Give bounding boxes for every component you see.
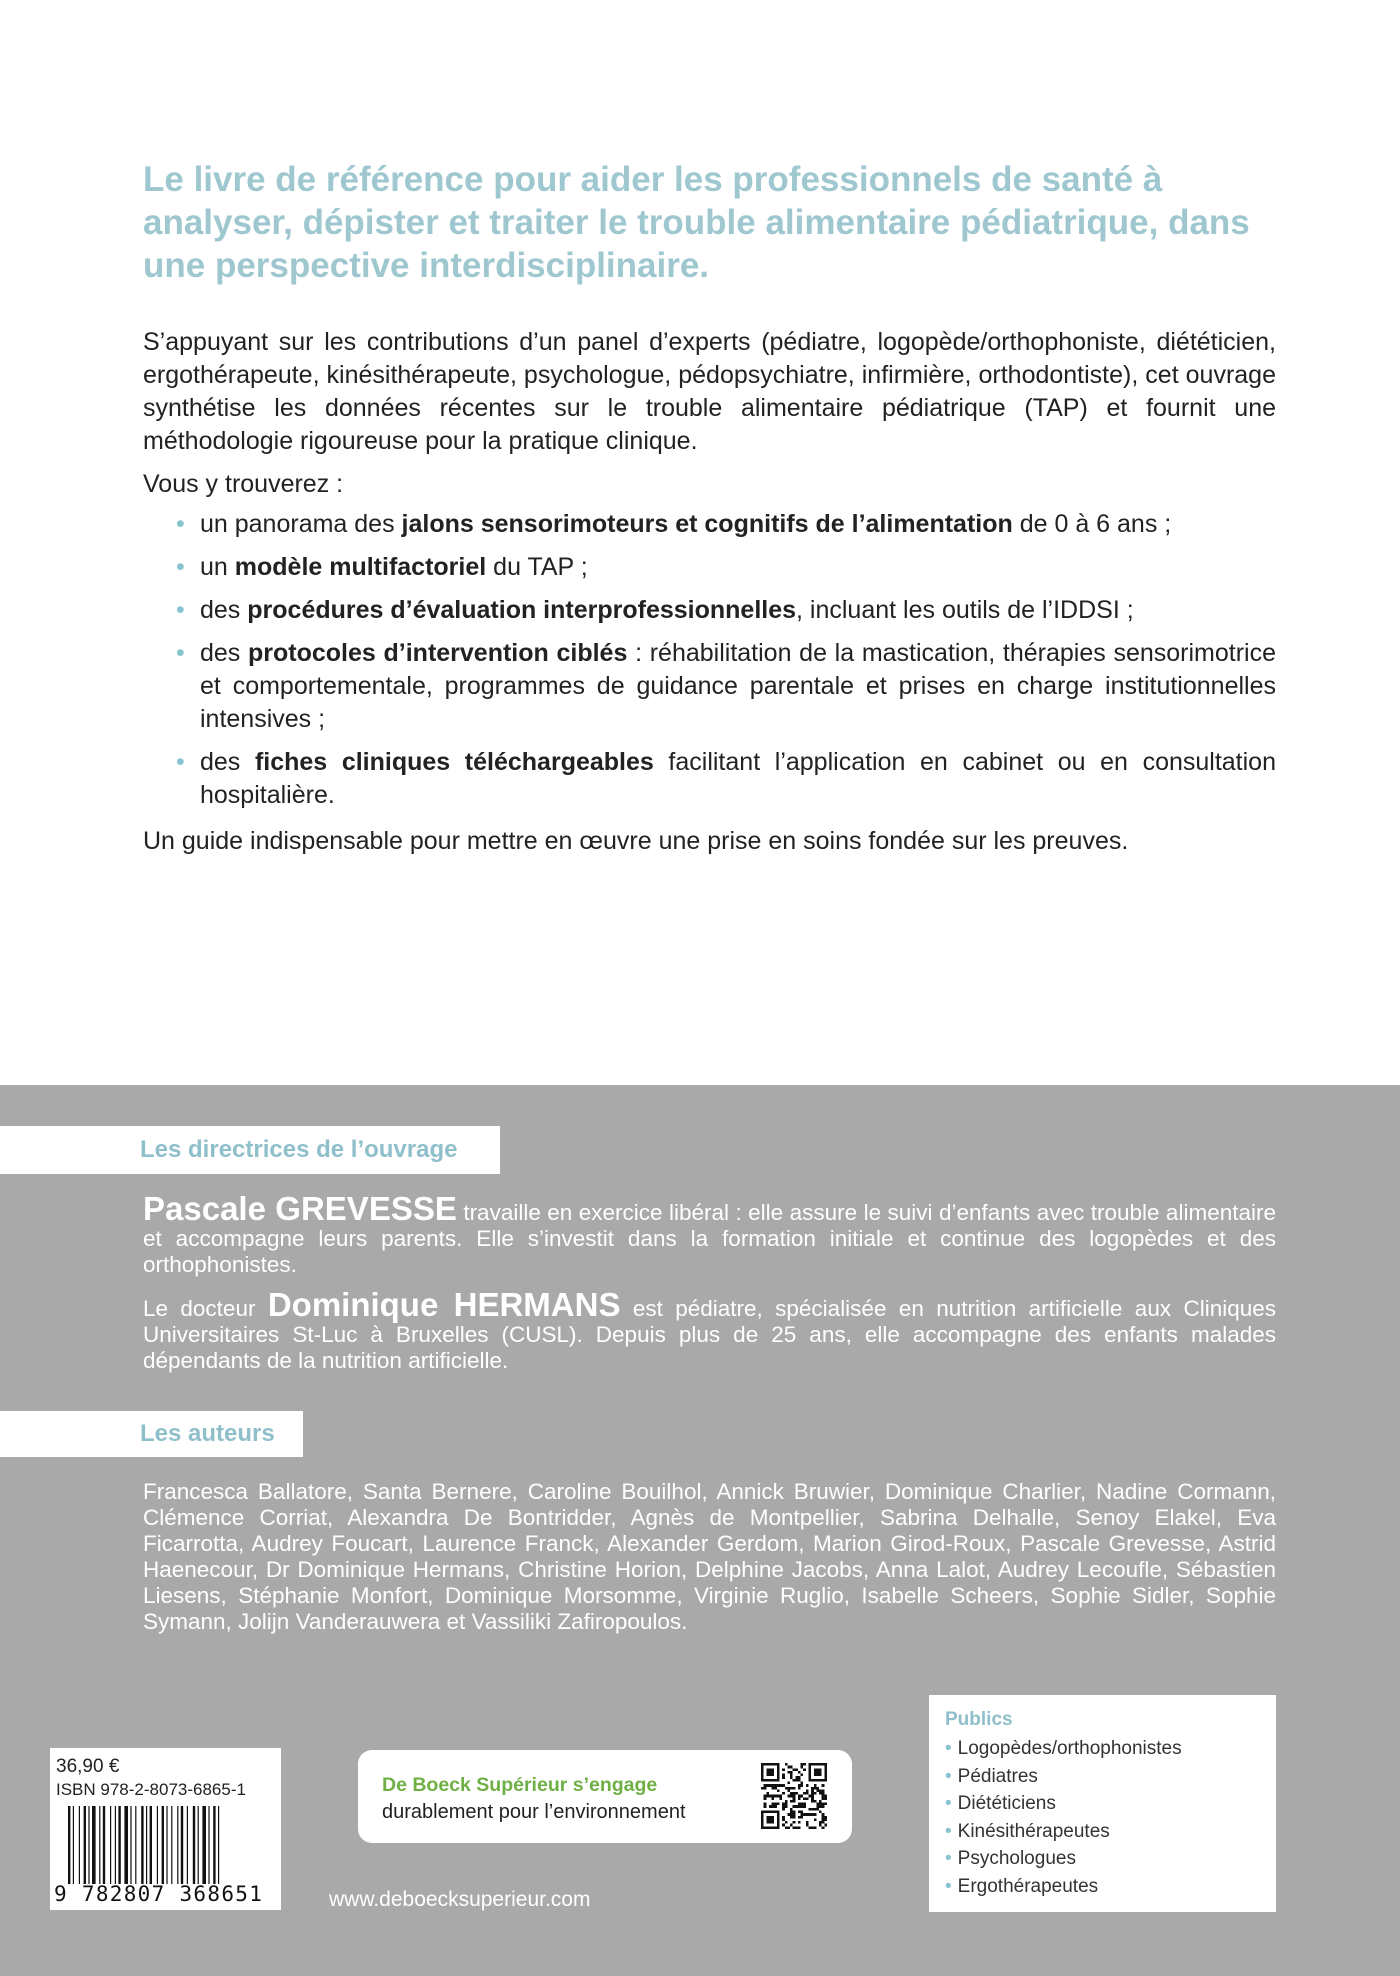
bio-grevesse: Pascale GREVESSE travaille en exercice libéral : elle assure le suivi d’enfants avec trouble alimentaire et accompagne leurs parents. Elle s’investit dans la formation initiale et continue des logopèdes et des orthophonistes. [143, 1190, 1276, 1277]
bio-hermans: Le docteur Dominique HERMANS est pédiatre, spécialisée en nutrition artificielle aux Cliniques Universitaires St-Luc à Bruxelles (CUSL). Depuis plus de 25 ans, elle accompagne des enfants malades dépendants de la nutrition artificielle. [143, 1286, 1277, 1373]
author-name: Dominique HERMANS [267, 1286, 621, 1323]
barcode-digits: 9 782807 368651 [54, 1882, 264, 1906]
intro-paragraph: S’appuyant sur les contributions d’un panel d’experts (pédiatre, logopède/orthophoniste, diététicien, ergothérapeute, kinésithérapeute, psychologue, pédopsychiatre, infirmière, orthodontiste), cet ouvrage synthétise les données récentes sur le trouble alimentaire pédiatrique (TAP) et fournit une méthodologie rigoureuse pour la pratique clinique. [143, 328, 1276, 455]
list-intro: Vous y trouverez : [143, 470, 344, 498]
list-item: • Psychologues [945, 1848, 1076, 1869]
authors-list: Francesca Ballatore, Santa Bernere, Caroline Bouilhol, Annick Bruwier, Dominique Charlier, Nadine Cormann, Clémence Corriat, Alexandra De Bontridder, Agnès de Montpellier, Sabrina Delhalle, Senoy Elakel, Eva Ficarrotta, Audrey Foucart, Laurence Franck, Alexander Gerdom, Marion Girod-Roux, Pascale Grevesse, Astrid Haenecour, Dr Dominique Hermans, Christine Horion, Delphine Jacobs, Anna Lalot, Audrey Lecoufle, Sébastien Liesens, Stéphanie Monfort, Dominique Morsomme, Virginie Ruglio, Isabelle Scheers, Sophie Sidler, Sophie Symann, Jolijn Vanderauwera et Vassiliki Zafiropoulos. [143, 1479, 1276, 1634]
bullet-icon: • [945, 1848, 952, 1869]
directrices-heading: Les directrices de l’ouvrage [0, 1126, 500, 1174]
bullet-icon: • [176, 748, 185, 776]
list-item: • Kinésithérapeutes [945, 1820, 1110, 1842]
pledge-subtitle: durablement pour l’environnement [382, 1801, 686, 1823]
author-name: Pascale GREVESSE [143, 1190, 457, 1227]
list-item: • des procédures d’évaluation interprofessionnelles, incluant les outils de l’IDDSI ; [176, 594, 1276, 627]
bullet-icon: • [176, 639, 185, 667]
barcode-panel [50, 1748, 281, 1910]
publics-list [945, 1735, 1182, 1900]
auteurs-heading: Les auteurs [0, 1411, 303, 1457]
bullet-icon: • [945, 1765, 952, 1787]
list-item: • Pédiatres [945, 1765, 1038, 1787]
isbn: ISBN 978-2-8073-6865-1 [56, 1780, 246, 1799]
bullet-icon: • [176, 596, 185, 624]
qr-code-icon [761, 1763, 827, 1829]
pledge-title: De Boeck Supérieur s’engage [382, 1774, 658, 1796]
bullet-icon: • [945, 1875, 952, 1897]
list-item: • des fiches cliniques téléchargeables facilitant l’application en cabinet ou en consultation hospitalière. [176, 748, 1276, 809]
lead-statement: Le livre de référence pour aider les professionnels de santé à analyser, dépister et traiter le trouble alimentaire pédiatrique, dans une perspective interdisciplinaire. [143, 160, 1250, 285]
bullet-icon: • [176, 553, 185, 581]
bullet-icon: • [945, 1793, 952, 1814]
publics-box [929, 1695, 1276, 1912]
list-item: • Logopèdes/orthophonistes [945, 1738, 1182, 1759]
list-item: • Ergothérapeutes [945, 1875, 1099, 1897]
price: 36,90 € [56, 1756, 120, 1777]
bullet-icon: • [945, 1820, 952, 1842]
closing-sentence: Un guide indispensable pour mettre en œuvre une prise en soins fondée sur les preuves. [143, 827, 1129, 855]
bullet-icon: • [176, 510, 185, 538]
environment-pledge [358, 1750, 852, 1843]
list-item: • des protocoles d’intervention ciblés : réhabilitation de la mastication, thérapies sensorimotrice et comportementale, programmes de guidance parentale et prises en charge institutionnelles intensives ; [176, 639, 1276, 733]
publics-heading: Publics [945, 1709, 1013, 1730]
feature-list [176, 508, 1276, 822]
list-item: • un modèle multifactoriel du TAP ; [176, 551, 1276, 584]
list-item: • un panorama des jalons sensorimoteurs et cognitifs de l’alimentation de 0 à 6 ans ; [176, 508, 1276, 541]
barcode-icon [68, 1806, 272, 1884]
list-item: • Diététiciens [945, 1793, 1056, 1814]
publisher-website: www.deboecksuperieur.com [329, 1888, 591, 1911]
bullet-icon: • [945, 1738, 952, 1759]
